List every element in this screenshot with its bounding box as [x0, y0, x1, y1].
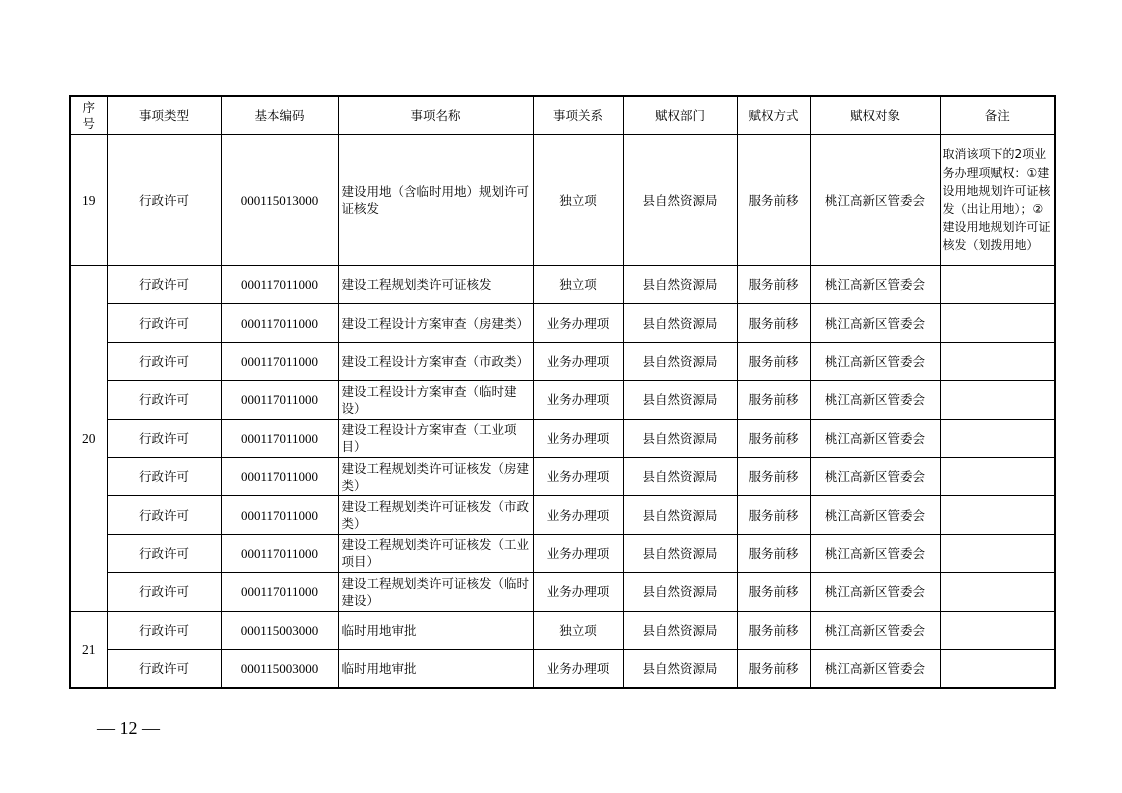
target-cell: 桃江高新区管委会 — [810, 419, 940, 457]
code-cell: 000117011000 — [221, 304, 338, 342]
name-cell: 建设工程设计方案审查（临时建设） — [338, 381, 533, 419]
relation-cell: 业务办理项 — [533, 381, 623, 419]
method-cell: 服务前移 — [737, 649, 810, 687]
type-cell: 行政许可 — [107, 496, 221, 534]
relation-cell: 独立项 — [533, 266, 623, 304]
type-cell: 行政许可 — [107, 342, 221, 380]
target-cell: 桃江高新区管委会 — [810, 135, 940, 266]
dept-cell: 县自然资源局 — [623, 573, 737, 611]
code-cell: 000117011000 — [221, 381, 338, 419]
method-cell: 服务前移 — [737, 496, 810, 534]
dept-cell: 县自然资源局 — [623, 611, 737, 649]
name-cell: 建设工程规划类许可证核发 — [338, 266, 533, 304]
name-cell: 临时用地审批 — [338, 649, 533, 687]
table-row — [70, 342, 1055, 380]
note-cell — [940, 649, 1055, 687]
table-row — [70, 496, 1055, 534]
method-cell: 服务前移 — [737, 534, 810, 572]
code-cell: 000115003000 — [221, 649, 338, 687]
dept-cell: 县自然资源局 — [623, 534, 737, 572]
method-cell: 服务前移 — [737, 342, 810, 380]
name-cell: 建设用地（含临时用地）规划许可证核发 — [338, 135, 533, 266]
type-cell: 行政许可 — [107, 381, 221, 419]
method-cell: 服务前移 — [737, 381, 810, 419]
name-cell: 临时用地审批 — [338, 611, 533, 649]
name-cell: 建设工程设计方案审查（工业项目） — [338, 419, 533, 457]
target-cell: 桃江高新区管委会 — [810, 649, 940, 687]
relation-cell: 独立项 — [533, 135, 623, 266]
table-row — [70, 419, 1055, 457]
method-cell: 服务前移 — [737, 266, 810, 304]
table-row — [70, 266, 1055, 304]
dept-cell: 县自然资源局 — [623, 457, 737, 495]
seq-cell: 19 — [70, 135, 107, 266]
target-cell: 桃江高新区管委会 — [810, 496, 940, 534]
header-target: 赋权对象 — [810, 96, 940, 135]
header-type: 事项类型 — [107, 96, 221, 135]
relation-cell: 独立项 — [533, 611, 623, 649]
code-cell: 000117011000 — [221, 457, 338, 495]
code-cell: 000115013000 — [221, 135, 338, 266]
type-cell: 行政许可 — [107, 611, 221, 649]
relation-cell: 业务办理项 — [533, 534, 623, 572]
target-cell: 桃江高新区管委会 — [810, 342, 940, 380]
name-cell: 建设工程规划类许可证核发（工业项目） — [338, 534, 533, 572]
name-cell: 建设工程设计方案审查（市政类） — [338, 342, 533, 380]
page-number: — 12 — — [97, 718, 160, 738]
relation-cell: 业务办理项 — [533, 419, 623, 457]
header-code: 基本编码 — [221, 96, 338, 135]
type-cell: 行政许可 — [107, 419, 221, 457]
note-cell — [940, 573, 1055, 611]
code-cell: 000117011000 — [221, 342, 338, 380]
dept-cell: 县自然资源局 — [623, 381, 737, 419]
table-row — [70, 304, 1055, 342]
type-cell: 行政许可 — [107, 135, 221, 266]
note-cell — [940, 381, 1055, 419]
method-cell: 服务前移 — [737, 611, 810, 649]
name-cell: 建设工程设计方案审查（房建类） — [338, 304, 533, 342]
type-cell: 行政许可 — [107, 573, 221, 611]
dept-cell: 县自然资源局 — [623, 304, 737, 342]
relation-cell: 业务办理项 — [533, 496, 623, 534]
seq-cell: 21 — [70, 611, 107, 688]
relation-cell: 业务办理项 — [533, 649, 623, 687]
table-row — [70, 457, 1055, 495]
note-cell — [940, 419, 1055, 457]
method-cell: 服务前移 — [737, 135, 810, 266]
dept-cell: 县自然资源局 — [623, 419, 737, 457]
dept-cell: 县自然资源局 — [623, 342, 737, 380]
table-row — [70, 611, 1055, 649]
code-cell: 000117011000 — [221, 534, 338, 572]
table-row — [70, 381, 1055, 419]
authorization-table — [69, 95, 1056, 689]
target-cell: 桃江高新区管委会 — [810, 611, 940, 649]
seq-cell: 20 — [70, 266, 107, 612]
target-cell: 桃江高新区管委会 — [810, 381, 940, 419]
name-cell: 建设工程规划类许可证核发（房建类） — [338, 457, 533, 495]
target-cell: 桃江高新区管委会 — [810, 534, 940, 572]
type-cell: 行政许可 — [107, 266, 221, 304]
code-cell: 000117011000 — [221, 419, 338, 457]
method-cell: 服务前移 — [737, 457, 810, 495]
target-cell: 桃江高新区管委会 — [810, 573, 940, 611]
note-cell — [940, 496, 1055, 534]
type-cell: 行政许可 — [107, 304, 221, 342]
header-dept: 赋权部门 — [623, 96, 737, 135]
dept-cell: 县自然资源局 — [623, 266, 737, 304]
method-cell: 服务前移 — [737, 573, 810, 611]
table-row — [70, 573, 1055, 611]
dept-cell: 县自然资源局 — [623, 496, 737, 534]
code-cell: 000117011000 — [221, 573, 338, 611]
dept-cell: 县自然资源局 — [623, 649, 737, 687]
target-cell: 桃江高新区管委会 — [810, 457, 940, 495]
code-cell: 000117011000 — [221, 266, 338, 304]
relation-cell: 业务办理项 — [533, 457, 623, 495]
header-note: 备注 — [940, 96, 1055, 135]
target-cell: 桃江高新区管委会 — [810, 266, 940, 304]
table-row — [70, 649, 1055, 687]
code-cell: 000117011000 — [221, 496, 338, 534]
note-cell — [940, 304, 1055, 342]
method-cell: 服务前移 — [737, 419, 810, 457]
header-seq: 序 号 — [70, 96, 107, 135]
type-cell: 行政许可 — [107, 457, 221, 495]
header-method: 赋权方式 — [737, 96, 810, 135]
relation-cell: 业务办理项 — [533, 304, 623, 342]
code-cell: 000115003000 — [221, 611, 338, 649]
note-cell — [940, 342, 1055, 380]
name-cell: 建设工程规划类许可证核发（市政类） — [338, 496, 533, 534]
type-cell: 行政许可 — [107, 649, 221, 687]
header-relation: 事项关系 — [533, 96, 623, 135]
dept-cell: 县自然资源局 — [623, 135, 737, 266]
note-cell — [940, 611, 1055, 649]
note-cell — [940, 457, 1055, 495]
table-row — [70, 135, 1055, 266]
type-cell: 行政许可 — [107, 534, 221, 572]
table-row — [70, 534, 1055, 572]
target-cell: 桃江高新区管委会 — [810, 304, 940, 342]
note-cell — [940, 266, 1055, 304]
table-header-row — [70, 96, 1055, 135]
note-cell — [940, 534, 1055, 572]
name-cell: 建设工程规划类许可证核发（临时建设） — [338, 573, 533, 611]
note-cell: 取消该项下的2项业务办理项赋权：①建设用地规划许可证核发（出让用地）；②建设用地规划许可证核发（划拨用地） — [940, 135, 1055, 266]
header-name: 事项名称 — [338, 96, 533, 135]
method-cell: 服务前移 — [737, 304, 810, 342]
relation-cell: 业务办理项 — [533, 573, 623, 611]
relation-cell: 业务办理项 — [533, 342, 623, 380]
